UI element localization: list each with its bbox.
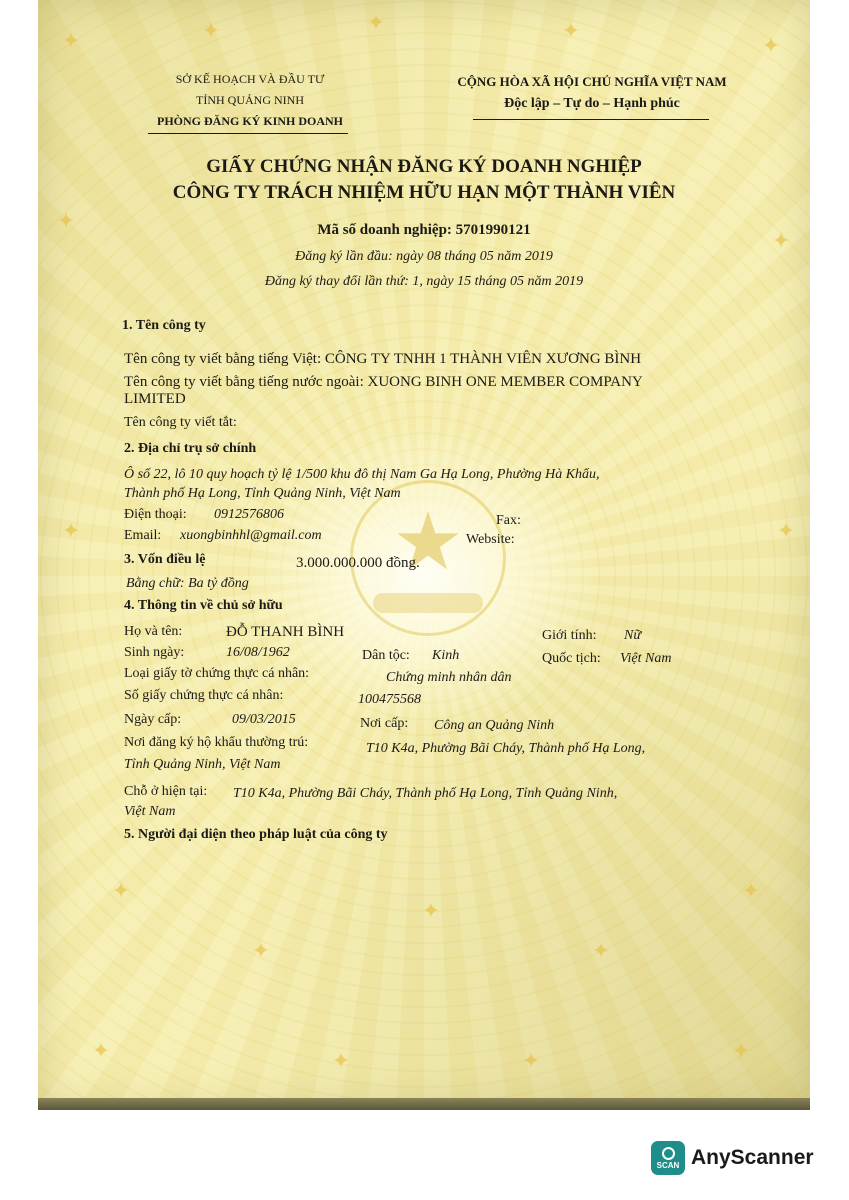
header-left-line1: SỞ KẾ HOẠCH VÀ ĐẦU TƯ [175,72,325,86]
decorative-star-icon: ✦ [251,938,271,963]
header-right-line2: Độc lập – Tự do – Hạnh phúc [504,96,680,111]
decorative-star-icon: ✦ [201,18,221,43]
email-value: xuongbinhhl@gmail.com [180,528,322,543]
dob-label: Sinh ngày: [124,645,185,660]
company-foreign-name-line1: Tên công ty viết bằng tiếng nước ngoài: XUONG BINH ONE MEMBER COMPANY [124,374,643,390]
header-right-line1: CỘNG HÒA XÃ HỘI CHỦ NGHĨA VIỆT NAM [457,74,727,89]
section3-heading: 3. Vốn điều lệ [124,552,206,567]
phone-value: 0912576806 [214,507,284,522]
decorative-star-icon: ✦ [561,18,581,43]
section1-heading: 1. Tên công ty [122,318,206,333]
issue-date-value: 09/03/2015 [232,712,296,727]
first-registration-date: Đăng ký lần đầu: ngày 08 tháng 05 năm 2019 [295,249,553,264]
decorative-star-icon: ✦ [56,208,76,233]
decorative-star-icon: ✦ [111,878,131,903]
decorative-star-icon: ✦ [741,878,761,903]
decorative-star-icon: ✦ [366,10,386,35]
header-left-line3: PHÒNG ĐĂNG KÝ KINH DOANH [157,114,343,128]
decorative-star-icon: ✦ [591,938,611,963]
header-left-line2: TỈNH QUẢNG NINH [196,93,304,107]
decorative-star-icon: ✦ [421,898,441,923]
decorative-star-icon: ✦ [776,518,796,543]
dob-value: 16/08/1962 [226,645,290,660]
header-left-underline [148,133,348,134]
id-number-value: 100475568 [358,692,421,707]
decorative-star-icon: ✦ [331,1048,351,1073]
id-type-label: Loại giấy tờ chứng thực cá nhân: [124,666,310,681]
company-viet-name: Tên công ty viết bằng tiếng Việt: CÔNG TY TNHH 1 THÀNH VIÊN XƯƠNG BÌNH [124,351,642,367]
website-label: Website: [466,532,515,547]
certificate-title-line1: GIẤY CHỨNG NHẬN ĐĂNG KÝ DOANH NGHIỆP [206,156,642,177]
nationality-label: Quốc tịch: [542,651,601,666]
decorative-star-icon: ✦ [61,28,81,53]
enterprise-code: Mã số doanh nghiệp: 5701990121 [317,222,531,238]
phone-label: Điện thoại: [124,507,187,522]
email-label: Email: [124,528,162,543]
gender-value: Nữ [624,628,641,643]
issue-date-label: Ngày cấp: [124,712,182,727]
permanent-address-label: Nơi đăng ký hộ khẩu thường trú: [124,735,309,750]
issue-place-value: Công an Quảng Ninh [434,718,555,733]
permanent-address-line1: T10 K4a, Phường Bãi Cháy, Thành phố Hạ Long, [366,741,646,756]
decorative-star-icon: ✦ [731,1038,751,1063]
issue-place-label: Nơi cấp: [360,716,409,731]
decorative-star-icon: ✦ [761,33,781,58]
company-foreign-name-line2: LIMITED [124,391,186,407]
nationality-value: Việt Nam [620,651,672,666]
emblem-ribbon [373,593,483,613]
gender-label: Giới tính: [542,628,597,643]
permanent-address-line2: Tỉnh Quảng Ninh, Việt Nam [124,757,281,772]
current-address-label: Chỗ ở hiện tại: [124,784,208,799]
section5-heading: 5. Người đại diện theo pháp luật của công ty [124,827,388,842]
decorative-star-icon: ✦ [61,518,81,543]
anyscanner-branding [651,1140,814,1176]
ethnicity-label: Dân tộc: [362,648,410,663]
section2-heading: 2. Địa chỉ trụ sở chính [124,441,257,456]
scanner-logo-icon: SCAN [651,1141,685,1175]
owner-name-value: ĐỖ THANH BÌNH [226,624,345,640]
address-line1: Ô số 22, lô 10 quy hoạch tỷ lệ 1/500 khu đô thị Nam Ga Hạ Long, Phường Hà Khẩu, [124,467,600,482]
id-number-label: Số giấy chứng thực cá nhân: [124,688,284,703]
charter-capital-words: Bằng chữ: Ba tỷ đồng [126,576,249,591]
decorative-star-icon: ✦ [91,1038,111,1063]
section4-heading: 4. Thông tin về chủ sở hữu [124,598,283,613]
paper-shadow-edge [38,1098,810,1110]
emblem-star-icon: ★ [392,499,464,587]
current-address-line2: Việt Nam [124,804,176,819]
certificate-title-line2: CÔNG TY TRÁCH NHIỆM HỮU HẠN MỘT THÀNH VIÊN [172,182,676,203]
fax-label: Fax: [496,513,521,528]
brand-name: AnyScanner [691,1146,814,1169]
ethnicity-value: Kinh [432,648,460,663]
decorative-star-icon: ✦ [521,1048,541,1073]
owner-name-label: Họ và tên: [124,624,183,639]
address-line2: Thành phố Hạ Long, Tỉnh Quảng Ninh, Việt Nam [124,486,401,501]
decorative-star-icon: ✦ [771,228,791,253]
charter-capital-value: 3.000.000.000 đồng. [296,555,420,571]
current-address-line1: T10 K4a, Phường Bãi Cháy, Thành phố Hạ Long, Tỉnh Quảng Ninh, [233,786,618,801]
company-short-name: Tên công ty viết tắt: [124,415,237,430]
header-right-underline [473,119,709,120]
id-type-value: Chứng minh nhân dân [386,670,512,685]
change-registration-date: Đăng ký thay đổi lần thứ: 1, ngày 15 tháng 05 năm 2019 [264,274,584,289]
